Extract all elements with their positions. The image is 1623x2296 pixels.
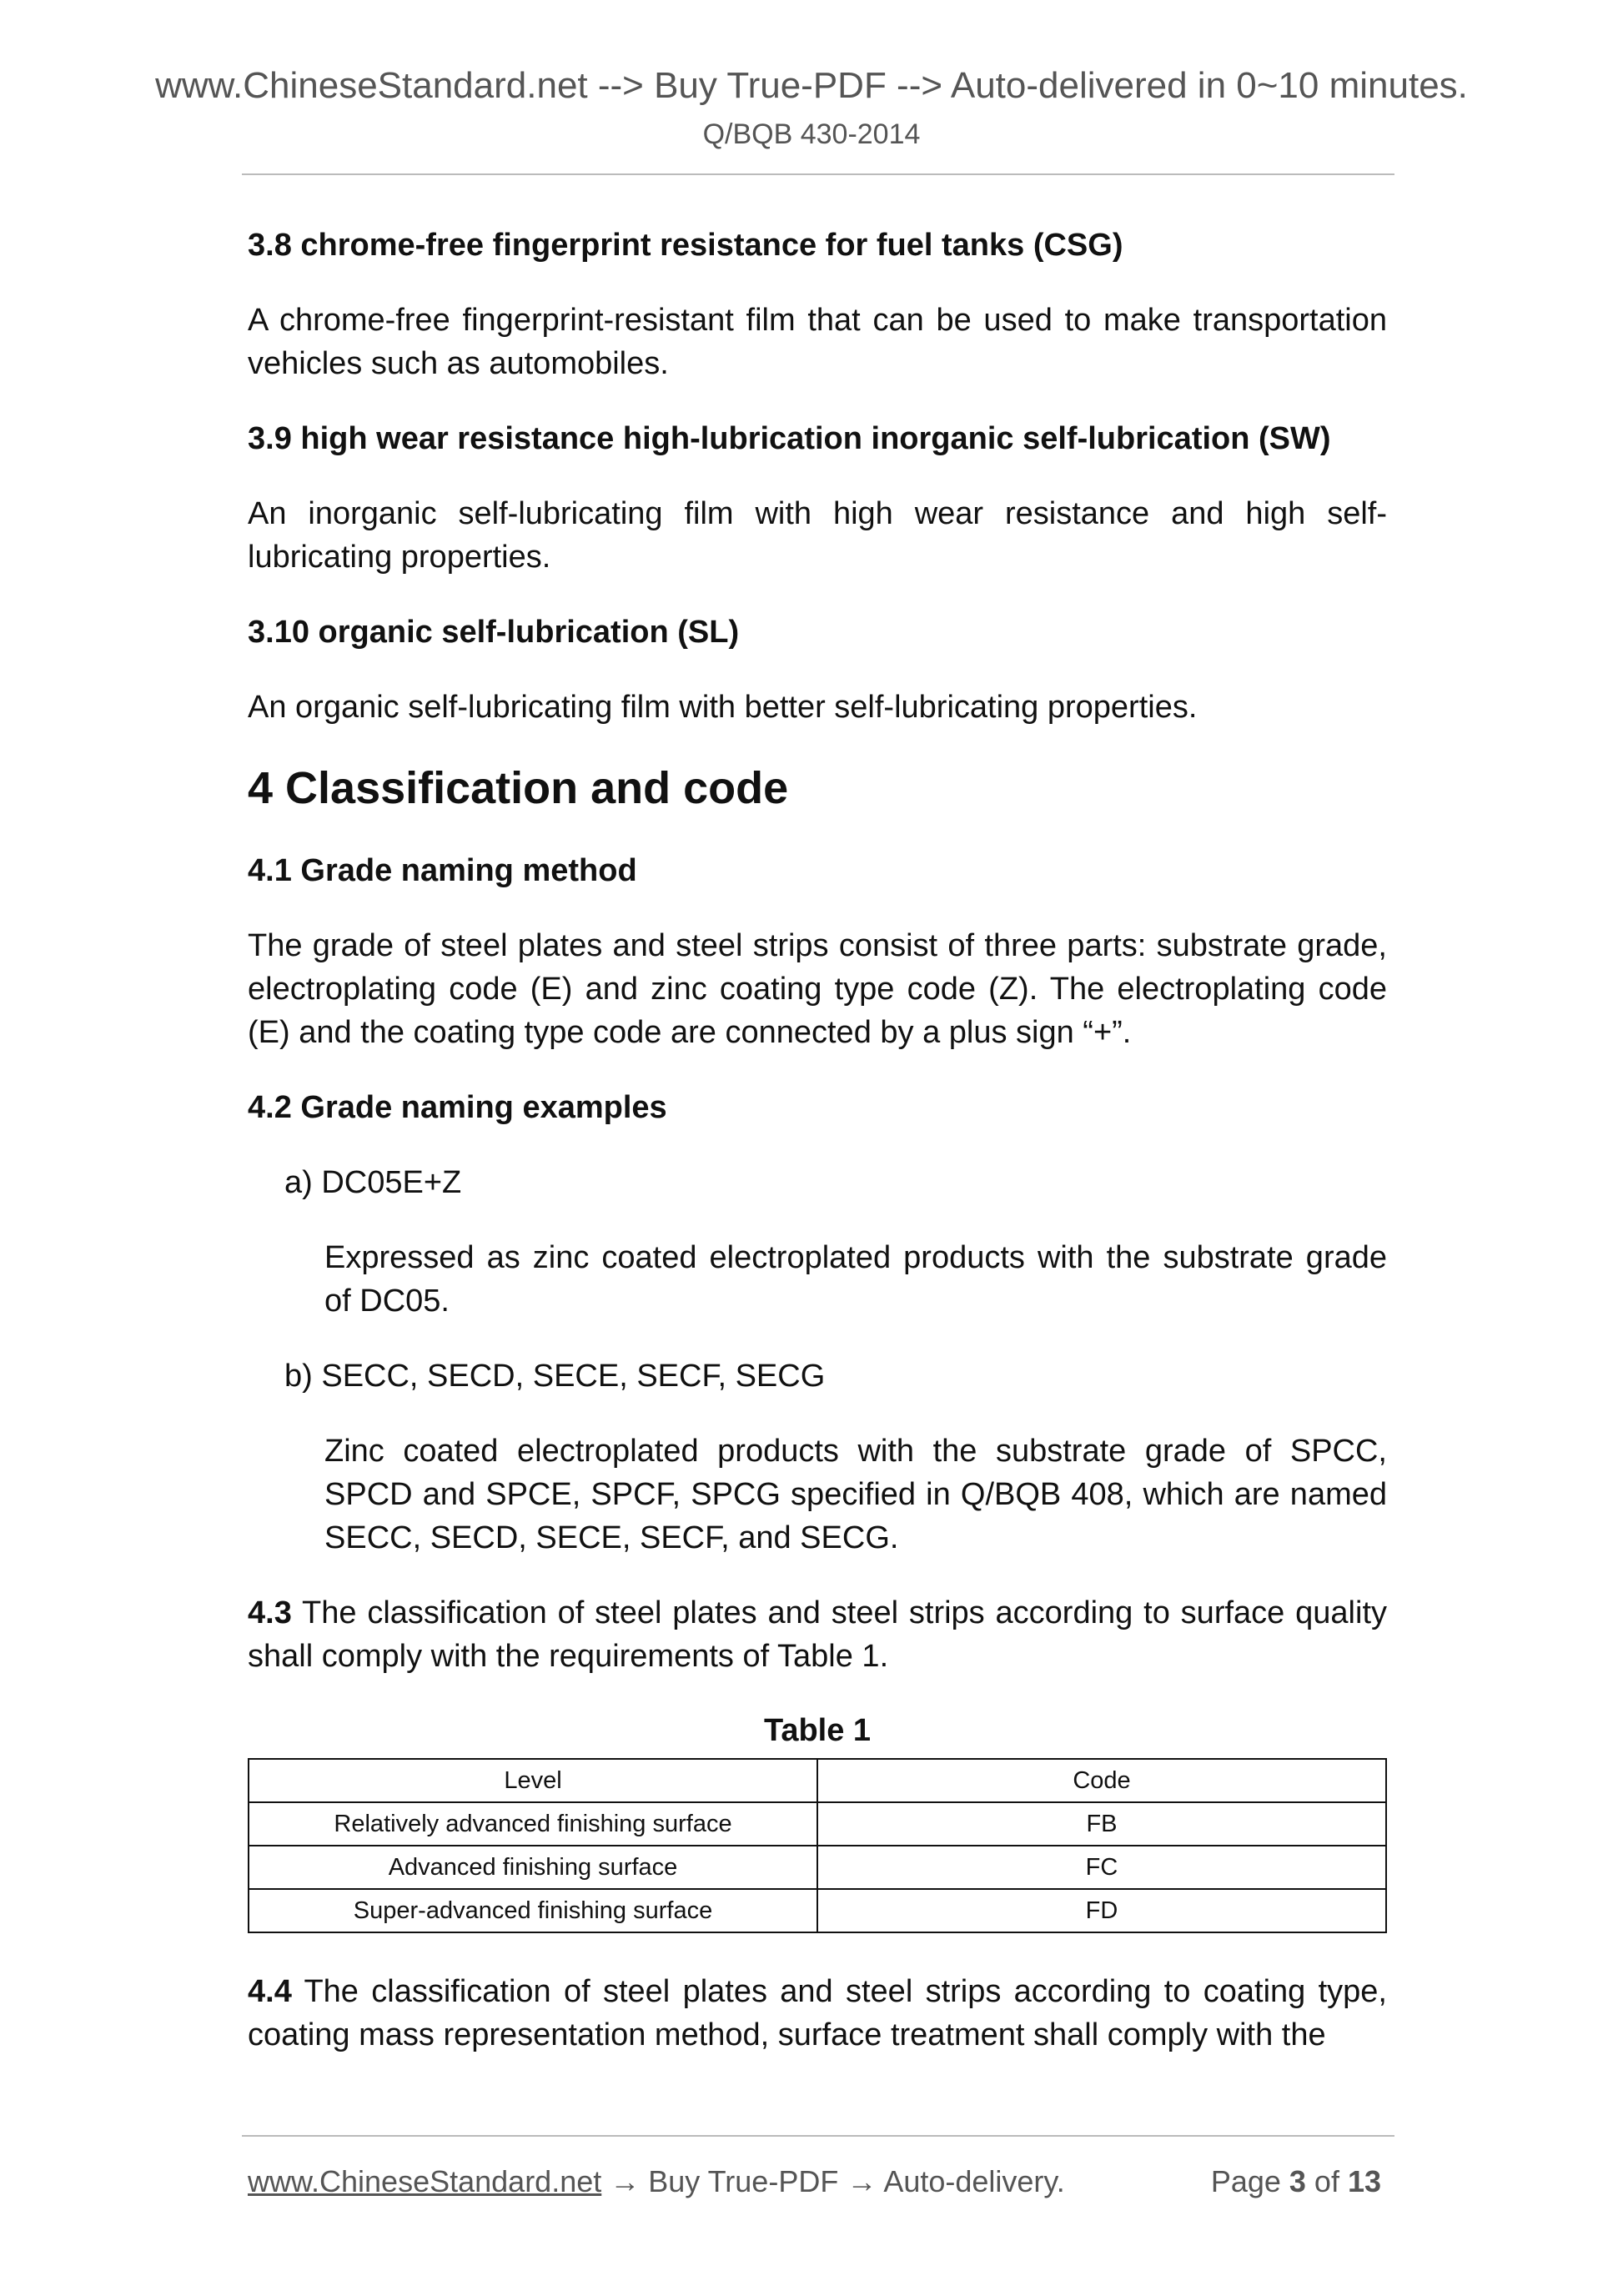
of-label: of [1305, 2164, 1348, 2198]
example-b-label: b) SECC, SECD, SECE, SECF, SECG [284, 1359, 826, 1394]
section-4-2-heading: 4.2 Grade naming examples [248, 1090, 667, 1125]
page-number: 3 [1289, 2164, 1306, 2198]
footer-divider [242, 2135, 1394, 2137]
table-1 [248, 1758, 1387, 1933]
page-indicator [1211, 2164, 1381, 2199]
section-4-1-heading: 4.1 Grade naming method [248, 853, 637, 888]
section-3-10-text: An organic self-lubricating film with better self-lubricating properties. [248, 690, 1198, 725]
footer-link[interactable]: www.ChineseStandard.net [248, 2164, 602, 2198]
example-b-text: Zinc coated electroplated products with the substrate grade of SPCC, SPCD and SPCE, SPCF, SPCG specified in Q/BQB 408, which are named SECC, SECD, SECE, SECF, and SECG. [324, 1434, 1387, 1555]
table-cell-level: Relatively advanced finishing surface [249, 1802, 817, 1846]
table-row [249, 1846, 1386, 1889]
section-4-3-paragraph [248, 1591, 1387, 1678]
section-4-3-number: 4.3 [248, 1595, 292, 1630]
table-1-caption: Table 1 [763, 1713, 872, 1748]
footer-text: → Buy True-PDF → Auto-delivery. [601, 2164, 1065, 2198]
section-3-8-text: A chrome-free fingerprint-resistant film that can be used to make transportation vehicles such as automobiles. [248, 303, 1387, 381]
section-4-1-text: The grade of steel plates and steel strips consist of three parts: substrate grade, electroplating code (E) and zinc coating type code (Z). The electroplating code (E) and the coating type code are connected by a plus sign “+”. [248, 928, 1387, 1050]
section-3-8-heading: 3.8 chrome-free fingerprint resistance for fuel tanks (CSG) [248, 228, 1123, 263]
section-3-9-text: An inorganic self-lubricating film with high wear resistance and high self-lubricating properties. [248, 496, 1387, 575]
table-cell-code: FC [817, 1846, 1386, 1889]
table-cell-level: Advanced finishing surface [249, 1846, 817, 1889]
page-total: 13 [1347, 2164, 1381, 2198]
table-header-level: Level [249, 1759, 817, 1802]
section-4-3-text: The classification of steel plates and steel strips according to surface quality shall comply with the requirements of Table 1. [248, 1595, 1387, 1674]
section-3-10-heading: 3.10 organic self-lubrication (SL) [248, 615, 740, 650]
example-a-text: Expressed as zinc coated electroplated products with the substrate grade of DC05. [324, 1240, 1387, 1319]
banner-text: www.ChineseStandard.net --> Buy True-PDF --> Auto-delivered in 0~10 minutes. [155, 65, 1468, 106]
document-id: Q/BQB 430-2014 [702, 118, 921, 150]
section-4-4-number: 4.4 [248, 1974, 292, 2009]
section-4-4-paragraph [248, 1970, 1387, 2057]
section-4-heading: 4 Classification and code [248, 763, 789, 813]
table-header-row [249, 1759, 1386, 1802]
page-label: Page [1210, 2164, 1289, 2198]
table-cell-code: FB [817, 1802, 1386, 1846]
table-cell-code: FD [817, 1889, 1386, 1932]
table-row [249, 1802, 1386, 1846]
table-header-code: Code [817, 1759, 1386, 1802]
example-a-label: a) DC05E+Z [284, 1165, 462, 1200]
table-cell-level: Super-advanced finishing surface [249, 1889, 817, 1932]
table-row [249, 1889, 1386, 1932]
page-content [248, 224, 1387, 2088]
section-3-9-heading: 3.9 high wear resistance high-lubrication inorganic self-lubrication (SW) [248, 421, 1331, 456]
section-4-4-text: The classification of steel plates and steel strips according to coating type, coating mass representation method, surface treatment shall comply with the [248, 1974, 1387, 2052]
header-divider [242, 173, 1394, 175]
page-footer [248, 2164, 1387, 2199]
